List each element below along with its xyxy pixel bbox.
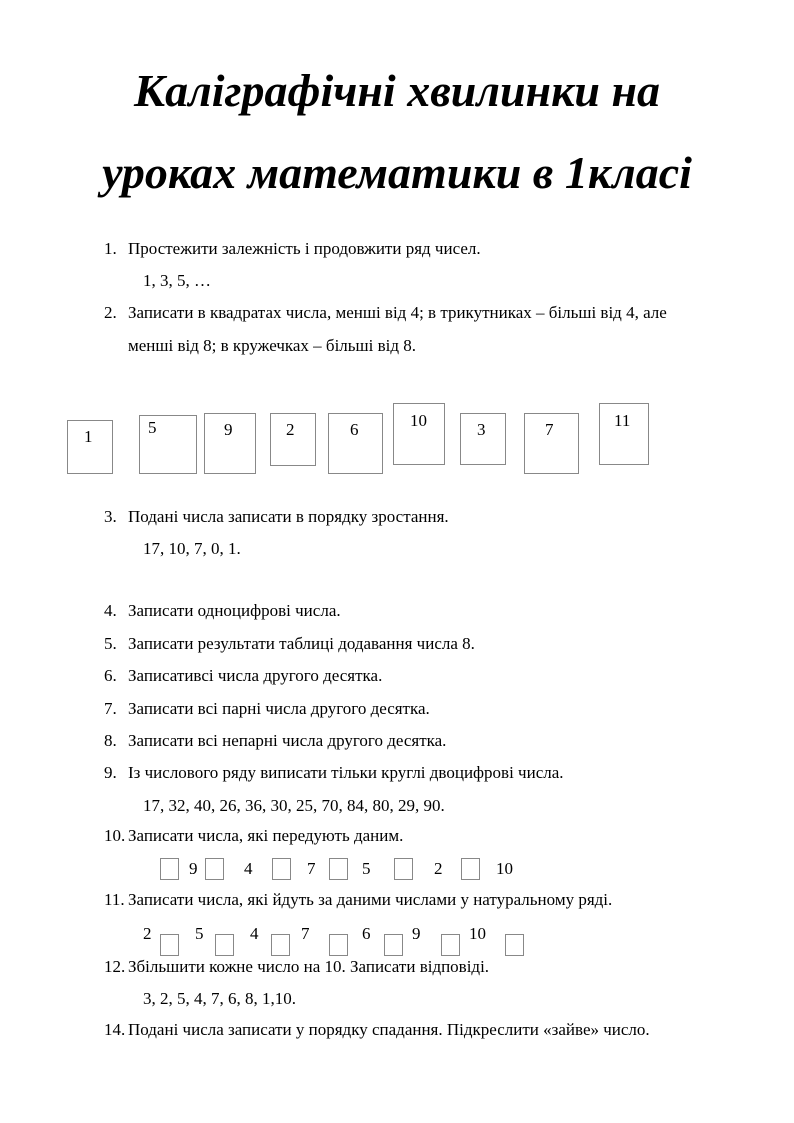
task-7-text: Записати всі парні числа другого десятка. — [128, 699, 430, 718]
task-14-text: Подані числа записати у порядку спадання. Підкреслити «зайве» число. — [128, 1020, 650, 1039]
task-8-text: Записати всі непарні числа другого десятка. — [128, 731, 447, 750]
given-number: 5 — [362, 859, 371, 878]
given-number: 10 — [496, 859, 513, 878]
given-number: 7 — [301, 924, 310, 943]
task-2-number: 2. — [104, 303, 117, 322]
task-11-text: Записати числа, які йдуть за даними числами у натуральному ряді. — [128, 890, 613, 909]
answer-square — [461, 858, 480, 880]
task-12-number: 12. — [104, 957, 126, 976]
answer-square — [271, 934, 290, 956]
task-7-number: 7. — [104, 699, 117, 718]
task-12-text: Збільшити кожне число на 10. Записати відповіді. — [128, 957, 490, 976]
task-4-text: Записати одноцифрові числа. — [128, 601, 341, 620]
number-box-value: 9 — [224, 420, 233, 439]
answer-square — [505, 934, 524, 956]
task-5-text: Записати результати таблиці додавання числа 8. — [128, 634, 475, 653]
task-10-text: Записати числа, які передують даним. — [128, 826, 404, 845]
number-box-value: 5 — [148, 418, 157, 437]
task-10-number: 10. — [104, 826, 126, 845]
task-14-number: 14. — [104, 1020, 126, 1039]
number-box-value: 7 — [545, 420, 554, 439]
task-4-number: 4. — [104, 601, 117, 620]
answer-square — [205, 858, 224, 880]
answer-square — [384, 934, 403, 956]
given-number: 5 — [195, 924, 204, 943]
task-9-numbers: 17, 32, 40, 26, 36, 30, 25, 70, 84, 80, 29, 90. — [143, 796, 445, 815]
task-1-number: 1. — [104, 239, 117, 258]
task-2-text: Записати в квадратах числа, менші від 4; в трикутниках – більші від 4, але — [128, 303, 667, 322]
number-box-value: 3 — [477, 420, 486, 439]
task-3-text: Подані числа записати в порядку зростання. — [128, 507, 449, 526]
number-box-value: 11 — [614, 411, 631, 430]
given-number: 2 — [143, 924, 152, 943]
number-box-value: 1 — [84, 427, 93, 446]
task-9-text: Із числового ряду виписати тільки круглі двоцифрові числа. — [128, 763, 564, 782]
given-number: 2 — [434, 859, 443, 878]
answer-square — [441, 934, 460, 956]
task-5-number: 5. — [104, 634, 117, 653]
task-2-text-continued: менші від 8; в кружечках – більші від 8. — [128, 336, 416, 355]
answer-square — [329, 934, 348, 956]
task-3-numbers: 17, 10, 7, 0, 1. — [143, 539, 241, 558]
task-8-number: 8. — [104, 731, 117, 750]
given-number: 9 — [412, 924, 421, 943]
task-3-number: 3. — [104, 507, 117, 526]
given-number: 6 — [362, 924, 371, 943]
task-1-sequence: 1, 3, 5, … — [143, 271, 211, 290]
answer-square — [215, 934, 234, 956]
answer-square — [272, 858, 291, 880]
given-number: 10 — [469, 924, 486, 943]
given-number: 7 — [307, 859, 316, 878]
answer-square — [160, 858, 179, 880]
number-box-value: 2 — [286, 420, 295, 439]
given-number: 9 — [189, 859, 198, 878]
answer-square — [329, 858, 348, 880]
number-box-value: 6 — [350, 420, 359, 439]
task-1-text: Простежити залежність і продовжити ряд чисел. — [128, 239, 481, 258]
task-9-number: 9. — [104, 763, 117, 782]
task-12-numbers: 3, 2, 5, 4, 7, 6, 8, 1,10. — [143, 989, 296, 1008]
task-6-number: 6. — [104, 666, 117, 685]
given-number: 4 — [250, 924, 259, 943]
answer-square — [160, 934, 179, 956]
number-box-value: 10 — [410, 411, 427, 430]
task-6-text: Записативсі числа другого десятка. — [128, 666, 383, 685]
given-number: 4 — [244, 859, 253, 878]
answer-square — [394, 858, 413, 880]
title-line-1: Каліграфічні хвилинки на — [133, 65, 661, 116]
task-11-number: 11. — [104, 890, 125, 909]
title-line-2: уроках математики в 1класі — [102, 147, 692, 198]
